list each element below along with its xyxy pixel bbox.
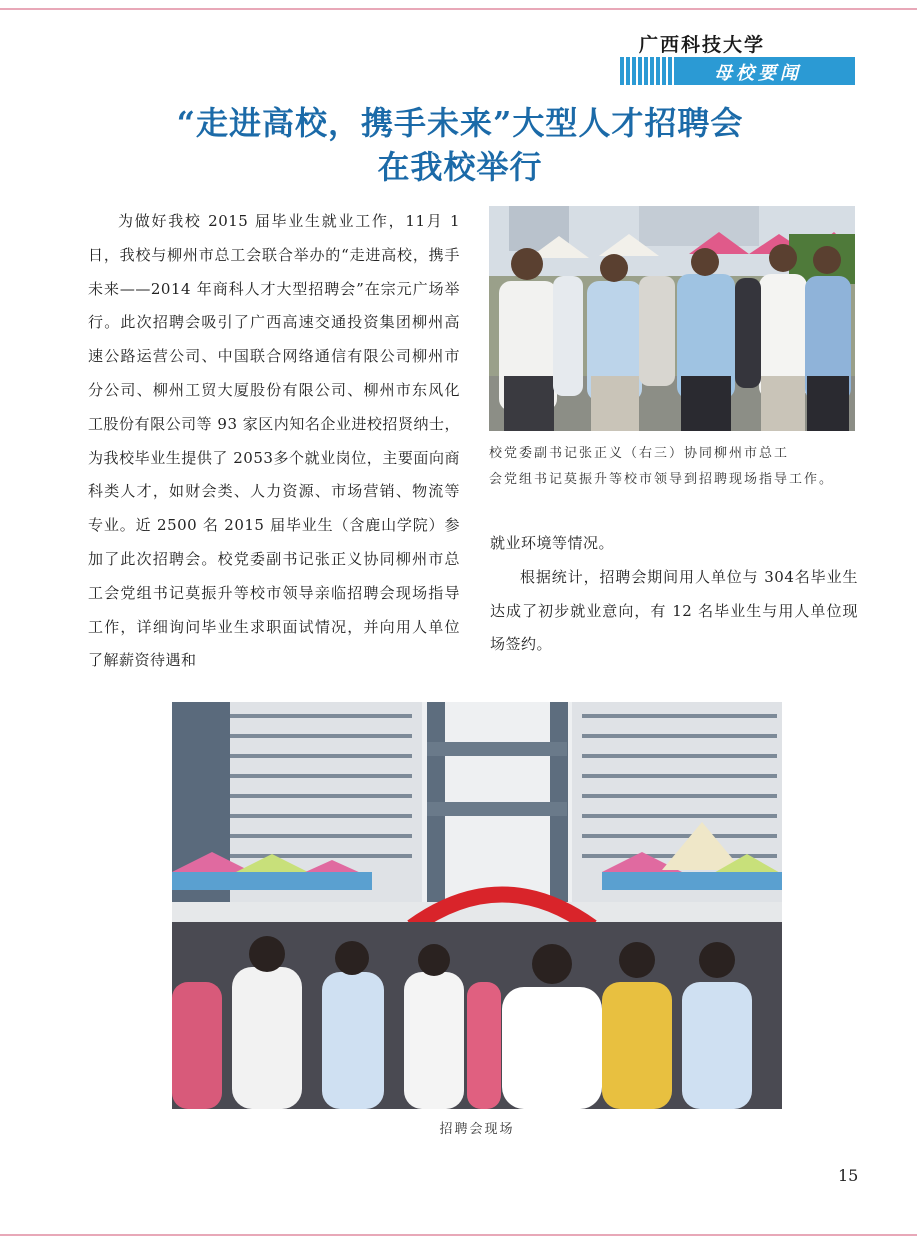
- body-line: 市东风化工股份有限公司等 93 家区内知名企: [88, 380, 460, 433]
- banner-stripes: [618, 57, 674, 85]
- body-line: 加了此次招聘会。校党委副书记张正义协同: [88, 549, 396, 568]
- photo2-caption: 招聘会现场: [439, 1122, 515, 1137]
- body-line: 多个就业岗位，主要面向商科类人才，如财: [88, 448, 460, 501]
- body-line: 会类、人力资源、市场营销、物流等专业。: [88, 482, 460, 535]
- page-number: 15: [838, 1166, 859, 1185]
- article-title-line-2: 在我校举行: [377, 148, 543, 186]
- continuation-text: 就业环境等情况。: [490, 534, 615, 552]
- body-line: 业进校招贤纳士，为我校毕业生提供了 2053: [88, 414, 460, 467]
- top-rule: [0, 8, 917, 10]
- paragraph-2: [490, 561, 858, 662]
- paragraph-1: [88, 205, 460, 678]
- photo-job-fair-crowd: [172, 702, 782, 1109]
- body-line: 月 1 日，我校与柳州市总工会联合举办的: [88, 212, 460, 264]
- body-line: 根据统计，招聘会期间用人单位与 304: [520, 567, 795, 586]
- article-body-right-column: [490, 527, 858, 662]
- photo1-caption: [489, 441, 855, 493]
- bottom-rule: [0, 1234, 917, 1236]
- section-label: 母校要闻: [714, 63, 802, 84]
- caption-line: 会党组书记莫振升等校市领导到招聘现场指导工作。: [489, 472, 835, 487]
- body-line: 名毕业生达成了初步就业意向，有 12 名毕业: [490, 567, 858, 620]
- body-line: 临招聘会现场指导工作，详细询问毕业生求: [88, 583, 460, 636]
- section-banner: [618, 57, 855, 85]
- school-name: 广西科技大学: [638, 34, 765, 56]
- body-line: 分公司、柳州工贸大厦股份有限公司、柳州: [88, 380, 396, 399]
- article-body-left-column: [88, 205, 460, 678]
- article-title-line-1: “走进高校，携手未来”大型人才招聘会: [176, 104, 744, 142]
- body-line: 引了广西高速交通投资集团柳州高速公路运: [88, 313, 460, 366]
- caption-line: 校党委副书记张正义（右三）协同柳州市总工: [489, 446, 790, 461]
- photo-leaders-visit: [489, 206, 855, 431]
- body-line: “走进高校，携手未来——2014 年商科人才大: [88, 245, 460, 298]
- body-line: 营公司、中国联合网络通信有限公司柳州市: [152, 347, 460, 366]
- body-line: 职面试情况，并向用人单位了解薪资待遇和: [88, 617, 460, 670]
- body-line: 柳州市总工会党组书记莫振升等校市领导亲: [88, 549, 460, 602]
- body-line: 型招聘会”在宗元广场举行。此次招聘会吸: [88, 279, 460, 332]
- body-line: 生与用人单位现场签约。: [490, 601, 858, 654]
- body-line: 为做好我校 2015 届毕业生就业工作，11: [118, 212, 426, 230]
- body-line: 近 2500 名 2015 届毕业生（含鹿山学院）参: [135, 516, 460, 535]
